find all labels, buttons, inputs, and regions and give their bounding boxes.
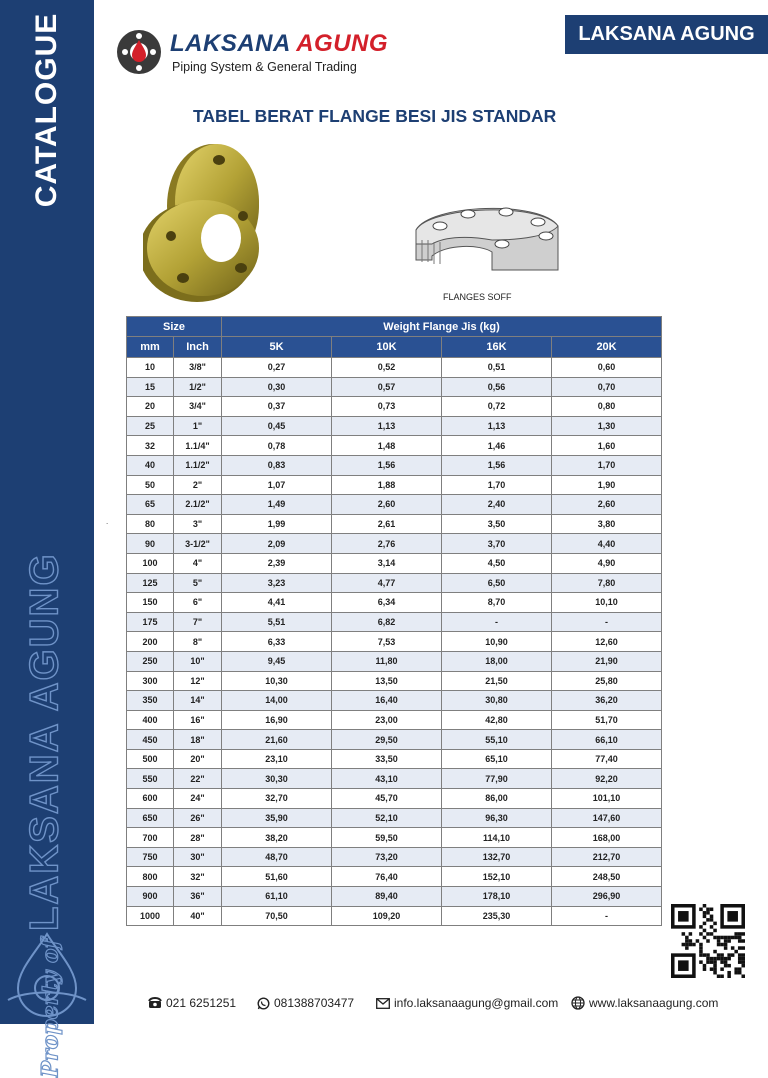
cell-10k: 6,34 (332, 593, 442, 613)
cell-5k: 23,10 (222, 749, 332, 769)
cell-inch: 8" (174, 632, 222, 652)
cell-5k: 0,37 (222, 397, 332, 417)
table-row (127, 416, 662, 436)
cell-16k: 18,00 (442, 651, 552, 671)
cell-5k: 6,33 (222, 632, 332, 652)
envelope-icon (376, 998, 390, 1009)
cell-inch: 10" (174, 651, 222, 671)
cell-inch: 18" (174, 730, 222, 750)
cell-20k: 36,20 (552, 691, 662, 711)
cell-mm: 10 (127, 358, 174, 378)
cell-10k: 89,40 (332, 887, 442, 907)
cell-16k: 42,80 (442, 710, 552, 730)
footer-email[interactable] (376, 996, 558, 1010)
table-row (127, 358, 662, 378)
table-row (127, 475, 662, 495)
cell-20k: 2,60 (552, 495, 662, 515)
cell-inch: 5" (174, 573, 222, 593)
cell-inch: 3" (174, 514, 222, 534)
cell-inch: 14" (174, 691, 222, 711)
cell-16k: - (442, 612, 552, 632)
cell-16k: 152,10 (442, 867, 552, 887)
table-row (127, 651, 662, 671)
cell-10k: 7,53 (332, 632, 442, 652)
cell-16k: 65,10 (442, 749, 552, 769)
cell-inch: 7" (174, 612, 222, 632)
cell-16k: 8,70 (442, 593, 552, 613)
cell-10k: 1,13 (332, 416, 442, 436)
table-row (127, 377, 662, 397)
cell-5k: 5,51 (222, 612, 332, 632)
cell-20k: 101,10 (552, 789, 662, 809)
cell-20k: 168,00 (552, 828, 662, 848)
footer-website[interactable] (571, 996, 718, 1010)
footer-phone-text: 021 6251251 (166, 996, 237, 1010)
cell-16k: 0,72 (442, 397, 552, 417)
cell-5k: 10,30 (222, 671, 332, 691)
cell-20k: 0,70 (552, 377, 662, 397)
cell-20k: 1,30 (552, 416, 662, 436)
cell-16k: 77,90 (442, 769, 552, 789)
table-row (127, 691, 662, 711)
company-logo (114, 26, 389, 78)
table-row (127, 436, 662, 456)
cell-inch: 20" (174, 749, 222, 769)
table-row (127, 573, 662, 593)
logo-word-1: LAKSANA (170, 30, 290, 57)
group-header-weight: Weight Flange Jis (kg) (222, 317, 662, 337)
table-row (127, 749, 662, 769)
page-title: TABEL BERAT FLANGE BESI JIS STANDAR (193, 106, 557, 126)
cell-5k: 2,09 (222, 534, 332, 554)
table-row (127, 397, 662, 417)
cell-inch: 4" (174, 553, 222, 573)
logo-wordmark (170, 30, 388, 58)
cell-inch: 3/8" (174, 358, 222, 378)
cell-inch: 40" (174, 906, 222, 926)
cell-5k: 35,90 (222, 808, 332, 828)
table-row (127, 808, 662, 828)
logo-word-2: AGUNG (296, 30, 389, 57)
column-header-5k: 5K (222, 337, 332, 358)
cell-mm: 90 (127, 534, 174, 554)
cell-10k: 2,76 (332, 534, 442, 554)
cell-inch: 1/2" (174, 377, 222, 397)
cell-inch: 2.1/2" (174, 495, 222, 515)
group-header-size: Size (127, 317, 222, 337)
cell-10k: 73,20 (332, 847, 442, 867)
cell-mm: 250 (127, 651, 174, 671)
cell-20k: 3,80 (552, 514, 662, 534)
flange-photo (143, 140, 275, 312)
cell-5k: 51,60 (222, 867, 332, 887)
cell-10k: 1,88 (332, 475, 442, 495)
cell-5k: 38,20 (222, 828, 332, 848)
column-header-mm: mm (127, 337, 174, 358)
cell-inch: 28" (174, 828, 222, 848)
cell-10k: 43,10 (332, 769, 442, 789)
cell-mm: 125 (127, 573, 174, 593)
cell-mm: 300 (127, 671, 174, 691)
cell-20k: 212,70 (552, 847, 662, 867)
cell-5k: 14,00 (222, 691, 332, 711)
table-row (127, 847, 662, 867)
cell-20k: 4,90 (552, 553, 662, 573)
cell-inch: 30" (174, 847, 222, 867)
table-row (127, 867, 662, 887)
cell-mm: 65 (127, 495, 174, 515)
column-header-10k: 10K (332, 337, 442, 358)
cell-mm: 20 (127, 397, 174, 417)
table-row (127, 906, 662, 926)
table-row (127, 612, 662, 632)
table-row (127, 534, 662, 554)
cell-10k: 0,52 (332, 358, 442, 378)
cell-10k: 4,77 (332, 573, 442, 593)
cell-20k: 10,10 (552, 593, 662, 613)
property-of-text: Property of (37, 939, 64, 1078)
cell-5k: 1,49 (222, 495, 332, 515)
cell-10k: 45,70 (332, 789, 442, 809)
cell-16k: 0,51 (442, 358, 552, 378)
cell-10k: 6,82 (332, 612, 442, 632)
cell-10k: 2,60 (332, 495, 442, 515)
cell-mm: 900 (127, 887, 174, 907)
cell-mm: 32 (127, 436, 174, 456)
cell-20k: 7,80 (552, 573, 662, 593)
figure-caption: FLANGES SOFF (443, 292, 512, 302)
footer-phone[interactable] (148, 996, 236, 1010)
stray-mark: . (106, 517, 109, 526)
cell-20k: 4,40 (552, 534, 662, 554)
sidebar-brand-text: LAKSANA AGUNG (22, 552, 67, 932)
cell-16k: 1,56 (442, 455, 552, 475)
cell-inch: 2" (174, 475, 222, 495)
logo-tagline: Piping System & General Trading (172, 60, 357, 74)
table-row (127, 887, 662, 907)
cell-5k: 0,45 (222, 416, 332, 436)
cell-20k: 66,10 (552, 730, 662, 750)
cell-mm: 150 (127, 593, 174, 613)
cell-16k: 55,10 (442, 730, 552, 750)
cell-inch: 32" (174, 867, 222, 887)
cell-10k: 1,56 (332, 455, 442, 475)
table-column-header-row (127, 337, 662, 358)
cell-20k: 1,70 (552, 455, 662, 475)
cell-16k: 132,70 (442, 847, 552, 867)
cell-5k: 1,99 (222, 514, 332, 534)
logo-flange-icon (114, 26, 164, 76)
qr-code (671, 904, 745, 978)
cell-5k: 2,39 (222, 553, 332, 573)
cell-mm: 200 (127, 632, 174, 652)
cell-20k: 0,80 (552, 397, 662, 417)
cell-10k: 76,40 (332, 867, 442, 887)
cell-20k: 1,90 (552, 475, 662, 495)
cell-16k: 21,50 (442, 671, 552, 691)
cell-inch: 1.1/4" (174, 436, 222, 456)
cell-16k: 2,40 (442, 495, 552, 515)
cell-20k: 51,70 (552, 710, 662, 730)
cell-20k: 21,90 (552, 651, 662, 671)
column-header-16k: 16K (442, 337, 552, 358)
table-body (127, 358, 662, 926)
table-group-header-row (127, 317, 662, 337)
footer-website-text: www.laksanaagung.com (589, 996, 719, 1010)
cell-5k: 48,70 (222, 847, 332, 867)
cell-16k: 1,70 (442, 475, 552, 495)
cell-16k: 96,30 (442, 808, 552, 828)
cell-16k: 0,56 (442, 377, 552, 397)
cell-mm: 550 (127, 769, 174, 789)
table-row (127, 455, 662, 475)
column-header-20k: 20K (552, 337, 662, 358)
cell-5k: 16,90 (222, 710, 332, 730)
cell-5k: 0,30 (222, 377, 332, 397)
cell-mm: 750 (127, 847, 174, 867)
cell-5k: 3,23 (222, 573, 332, 593)
cell-16k: 3,50 (442, 514, 552, 534)
cell-16k: 10,90 (442, 632, 552, 652)
cell-20k: 0,60 (552, 358, 662, 378)
water-drop-logo (6, 930, 88, 1020)
cell-16k: 6,50 (442, 573, 552, 593)
cell-inch: 6" (174, 593, 222, 613)
cell-mm: 400 (127, 710, 174, 730)
cell-10k: 59,50 (332, 828, 442, 848)
table-row (127, 828, 662, 848)
cell-mm: 500 (127, 749, 174, 769)
cell-5k: 4,41 (222, 593, 332, 613)
cell-5k: 0,83 (222, 455, 332, 475)
cell-inch: 3-1/2" (174, 534, 222, 554)
cell-10k: 33,50 (332, 749, 442, 769)
cell-20k: 92,20 (552, 769, 662, 789)
cell-inch: 1.1/2" (174, 455, 222, 475)
footer-whatsapp-text: 081388703477 (274, 996, 355, 1010)
cell-20k: - (552, 612, 662, 632)
cell-16k: 1,46 (442, 436, 552, 456)
cell-5k: 61,10 (222, 887, 332, 907)
cell-mm: 40 (127, 455, 174, 475)
flange-sketch-illustration (410, 200, 562, 288)
column-header-inch: Inch (174, 337, 222, 358)
cell-mm: 700 (127, 828, 174, 848)
cell-5k: 9,45 (222, 651, 332, 671)
cell-10k: 0,73 (332, 397, 442, 417)
cell-5k: 0,27 (222, 358, 332, 378)
table-row (127, 495, 662, 515)
cell-mm: 350 (127, 691, 174, 711)
cell-inch: 12" (174, 671, 222, 691)
table-row (127, 593, 662, 613)
table-row (127, 710, 662, 730)
cell-mm: 1000 (127, 906, 174, 926)
cell-10k: 13,50 (332, 671, 442, 691)
cell-16k: 114,10 (442, 828, 552, 848)
cell-16k: 4,50 (442, 553, 552, 573)
brand-header-box: LAKSANA AGUNG (565, 15, 768, 54)
cell-mm: 450 (127, 730, 174, 750)
table-row (127, 730, 662, 750)
cell-inch: 22" (174, 769, 222, 789)
cell-inch: 36" (174, 887, 222, 907)
cell-10k: 109,20 (332, 906, 442, 926)
cell-16k: 30,80 (442, 691, 552, 711)
cell-inch: 24" (174, 789, 222, 809)
cell-16k: 178,10 (442, 887, 552, 907)
cell-mm: 50 (127, 475, 174, 495)
cell-10k: 29,50 (332, 730, 442, 750)
cell-20k: 248,50 (552, 867, 662, 887)
cell-10k: 0,57 (332, 377, 442, 397)
cell-mm: 80 (127, 514, 174, 534)
cell-20k: 12,60 (552, 632, 662, 652)
table-row (127, 671, 662, 691)
cell-5k: 0,78 (222, 436, 332, 456)
catalogue-label: CATALOGUE (30, 12, 63, 208)
cell-5k: 32,70 (222, 789, 332, 809)
cell-16k: 3,70 (442, 534, 552, 554)
flange-weight-table (126, 316, 662, 926)
table-row (127, 632, 662, 652)
table-row (127, 514, 662, 534)
cell-inch: 16" (174, 710, 222, 730)
cell-10k: 52,10 (332, 808, 442, 828)
cell-mm: 650 (127, 808, 174, 828)
cell-5k: 70,50 (222, 906, 332, 926)
cell-10k: 2,61 (332, 514, 442, 534)
cell-10k: 1,48 (332, 436, 442, 456)
cell-mm: 175 (127, 612, 174, 632)
cell-mm: 25 (127, 416, 174, 436)
cell-10k: 11,80 (332, 651, 442, 671)
cell-20k: 296,90 (552, 887, 662, 907)
footer-email-text: info.laksanaagung@gmail.com (394, 996, 559, 1010)
cell-10k: 16,40 (332, 691, 442, 711)
cell-20k: 77,40 (552, 749, 662, 769)
cell-16k: 1,13 (442, 416, 552, 436)
cell-inch: 3/4" (174, 397, 222, 417)
cell-20k: 25,80 (552, 671, 662, 691)
cell-20k: 1,60 (552, 436, 662, 456)
cell-mm: 600 (127, 789, 174, 809)
cell-20k: - (552, 906, 662, 926)
cell-20k: 147,60 (552, 808, 662, 828)
cell-inch: 1" (174, 416, 222, 436)
globe-icon (571, 996, 585, 1010)
cell-mm: 100 (127, 553, 174, 573)
footer-whatsapp[interactable] (257, 996, 354, 1010)
phone-icon (148, 997, 162, 1009)
table-row (127, 769, 662, 789)
whatsapp-icon (257, 997, 270, 1010)
cell-5k: 1,07 (222, 475, 332, 495)
side-banner (0, 0, 94, 1078)
table-row (127, 553, 662, 573)
cell-mm: 800 (127, 867, 174, 887)
table-row (127, 789, 662, 809)
cell-5k: 30,30 (222, 769, 332, 789)
cell-10k: 23,00 (332, 710, 442, 730)
cell-inch: 26" (174, 808, 222, 828)
cell-mm: 15 (127, 377, 174, 397)
cell-16k: 86,00 (442, 789, 552, 809)
cell-5k: 21,60 (222, 730, 332, 750)
cell-16k: 235,30 (442, 906, 552, 926)
cell-10k: 3,14 (332, 553, 442, 573)
